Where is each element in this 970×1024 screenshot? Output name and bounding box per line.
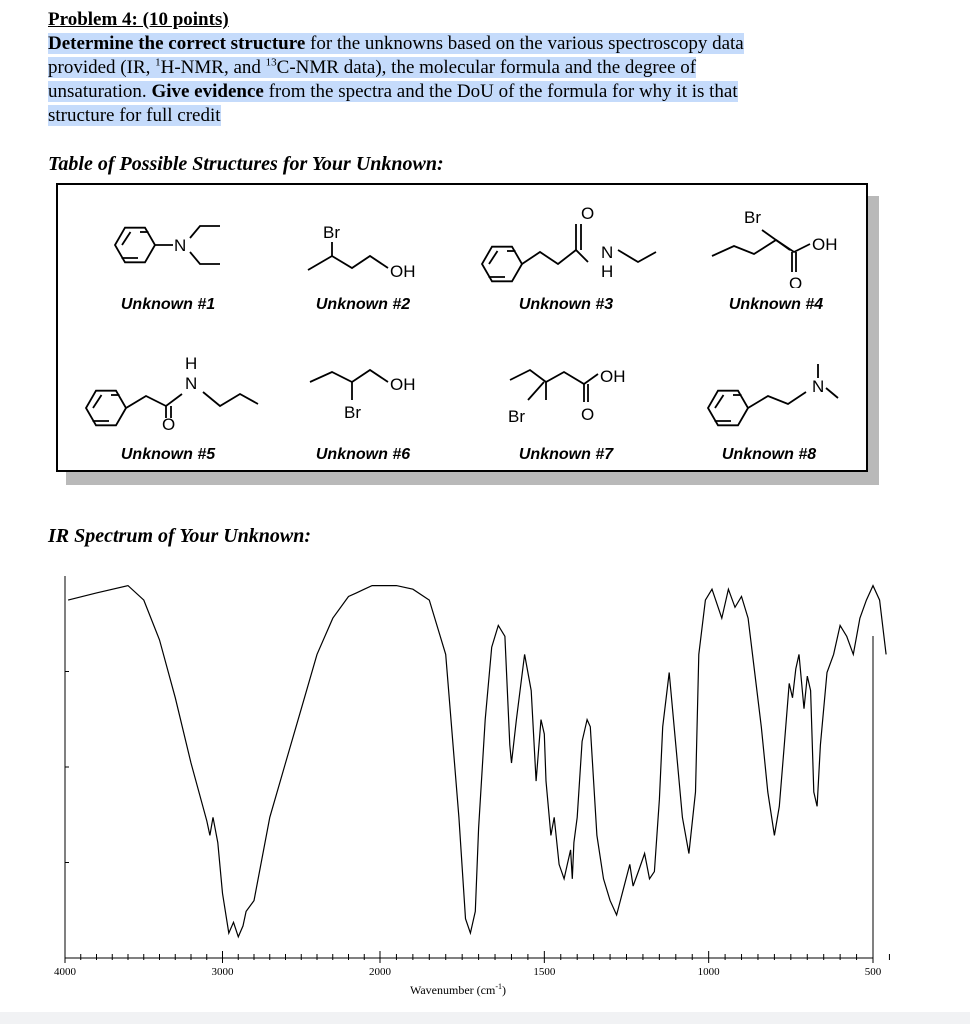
structure-unknown-7 (498, 356, 648, 432)
atom-label: O (581, 204, 595, 223)
unknown-2-label: Unknown #2 (315, 296, 411, 313)
unknown-5-label: Unknown #5 (120, 446, 216, 463)
ir-x-tick-label: 500 (864, 966, 882, 978)
structure-unknown-3 (470, 200, 670, 288)
ir-x-tick-label: 4000 (54, 966, 76, 978)
atom-label: OH (600, 367, 626, 386)
atom-label: O (581, 405, 595, 424)
atom-label: O (789, 274, 803, 288)
ir-spectrum-line (68, 586, 886, 937)
atom-label: H (185, 354, 198, 373)
atom-label: Br (344, 403, 361, 422)
unknown-1-label: Unknown #1 (120, 296, 216, 313)
problem-statement (48, 8, 888, 128)
atom-label: OH (812, 235, 838, 254)
atom-label: H (601, 262, 614, 281)
atom-label: N (174, 236, 187, 255)
unknown-7-label: Unknown #7 (518, 446, 614, 463)
structure-unknown-6 (296, 360, 436, 430)
ir-x-tick-label: 2000 (369, 966, 391, 978)
ir-spectrum-chart (40, 570, 890, 1010)
problem-line-2: provided (IR, $^1$H-NMR, and $^{13}$C-NMR data), the molecular formula and the degree of (48, 56, 697, 78)
problem-line-4: structure for full credit (48, 105, 221, 126)
structure-unknown-2 (296, 216, 436, 288)
problem-title: Problem 4: (10 points) (48, 9, 229, 30)
ir-spectrum-title: IR Spectrum of Your Unknown: (48, 525, 312, 547)
ir-x-tick-label: 1500 (533, 966, 556, 978)
atom-label: Br (323, 223, 340, 242)
structure-unknown-1 (100, 210, 240, 282)
ir-x-tick-label: 3000 (211, 966, 234, 978)
atom-label: Br (508, 407, 525, 426)
problem-line-3: unsaturation. Give evidence from the spectra and the DoU of the formula for why it is that (48, 81, 738, 102)
page-bottom-edge (0, 1012, 970, 1024)
unknown-8-label: Unknown #8 (721, 446, 817, 463)
atom-label: OH (390, 375, 416, 394)
atom-label: N (185, 374, 198, 393)
structure-unknown-4 (700, 200, 860, 288)
structures-table-title: Table of Possible Structures for Your Unknown: (48, 153, 444, 175)
unknown-3-label: Unknown #3 (518, 296, 614, 313)
structure-unknown-5 (78, 352, 278, 432)
ir-x-axis-label: Wavenumber $(cm^{-1})$ (409, 982, 507, 997)
atom-label: N (601, 243, 614, 262)
atom-label: OH (390, 262, 416, 281)
atom-label: O (162, 415, 176, 432)
atom-label: Br (744, 208, 761, 227)
ir-tick-labels (54, 966, 882, 978)
structure-unknown-8 (696, 352, 856, 432)
atom-label: N (812, 377, 825, 396)
ir-x-tick-label: 1000 (697, 966, 720, 978)
unknown-4-label: Unknown #4 (728, 296, 824, 313)
problem-line-1: Determine the correct structure for the unknowns based on the various spectroscopy data (48, 33, 744, 54)
unknown-6-label: Unknown #6 (315, 446, 411, 463)
